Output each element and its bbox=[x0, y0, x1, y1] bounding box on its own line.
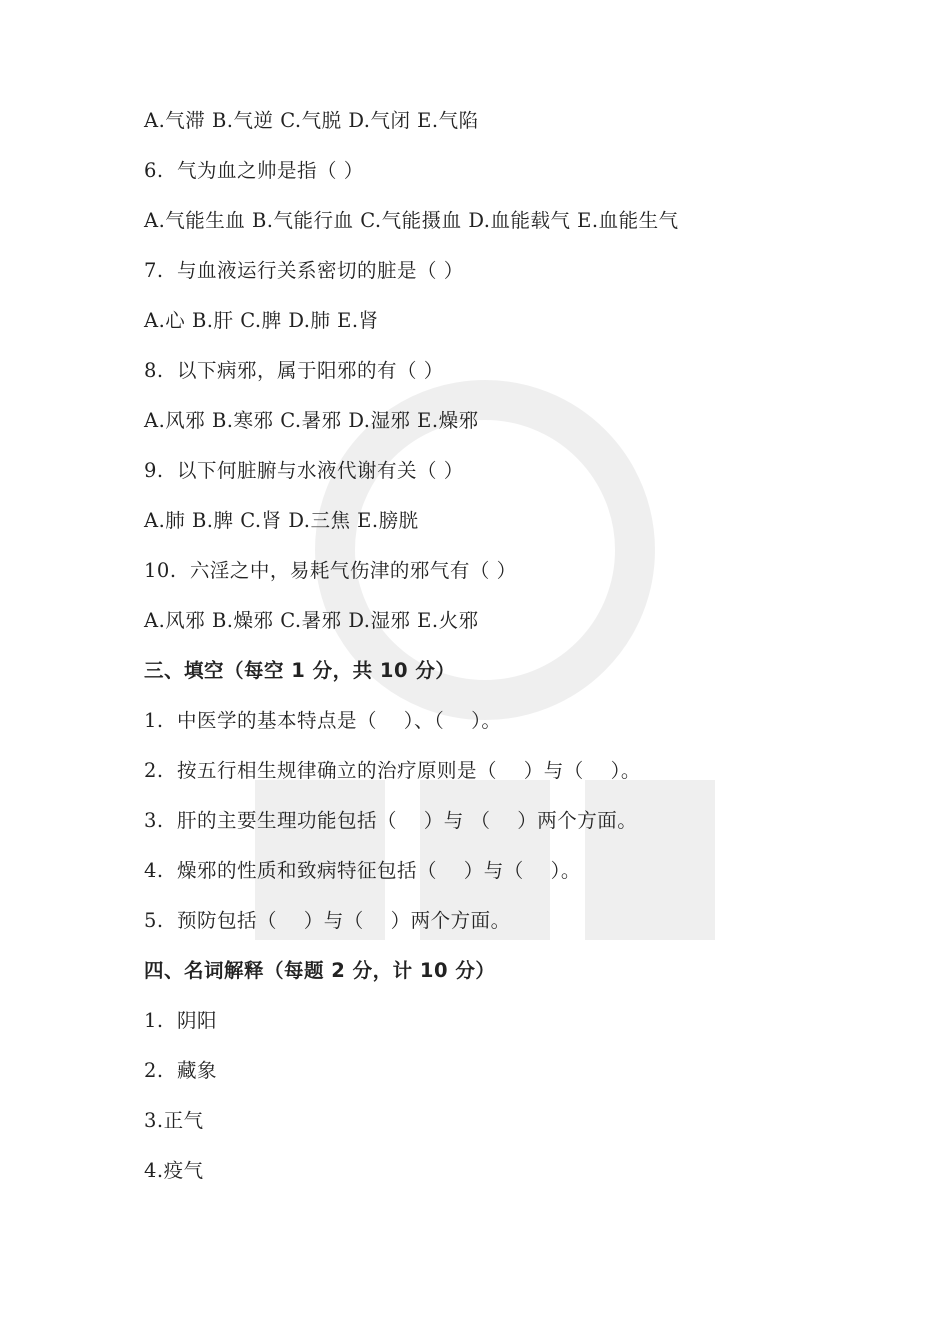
question-line: 3.正气 bbox=[144, 1109, 204, 1132]
section-heading: 四、名词解释（每题 2 分，计 10 分） bbox=[144, 959, 496, 982]
option-line: A.心 B.肝 C.脾 D.肺 E.肾 bbox=[144, 309, 379, 332]
question-line: 5. 预防包括（ ）与（ ）两个方面。 bbox=[144, 909, 511, 932]
option-line: A.风邪 B.寒邪 C.暑邪 D.湿邪 E.燥邪 bbox=[144, 409, 479, 432]
question-line: 1. 阴阳 bbox=[144, 1009, 218, 1032]
question-line: 2. 按五行相生规律确立的治疗原则是（ ）与（ ）。 bbox=[144, 759, 641, 782]
option-line: A.气滞 B.气逆 C.气脱 D.气闭 E.气陷 bbox=[144, 109, 479, 132]
option-line: A.肺 B.脾 C.肾 D.三焦 E.膀胱 bbox=[144, 509, 419, 532]
question-line: 6. 气为血之帅是指（ ） bbox=[144, 159, 364, 182]
option-line: A.气能生血 B.气能行血 C.气能摄血 D.血能载气 E.血能生气 bbox=[144, 209, 679, 232]
question-line: 4. 燥邪的性质和致病特征包括（ ）与（ ）。 bbox=[144, 859, 581, 882]
question-line: 8. 以下病邪，属于阳邪的有（ ） bbox=[144, 359, 444, 382]
question-line: 2. 藏象 bbox=[144, 1059, 218, 1082]
question-line: 7. 与血液运行关系密切的脏是（ ） bbox=[144, 259, 464, 282]
question-line: 4.疫气 bbox=[144, 1159, 204, 1182]
question-line: 1. 中医学的基本特点是（ ）、（ ）。 bbox=[144, 709, 502, 732]
option-line: A.风邪 B.燥邪 C.暑邪 D.湿邪 E.火邪 bbox=[144, 609, 479, 632]
question-line: 10. 六淫之中，易耗气伤津的邪气有（ ） bbox=[144, 559, 517, 582]
section-heading: 三、填空（每空 1 分，共 10 分） bbox=[144, 659, 456, 682]
question-line: 9. 以下何脏腑与水液代谢有关（ ） bbox=[144, 459, 464, 482]
question-line: 3. 肝的主要生理功能包括（ ）与 （ ）两个方面。 bbox=[144, 809, 638, 832]
exam-page bbox=[144, 104, 864, 1204]
